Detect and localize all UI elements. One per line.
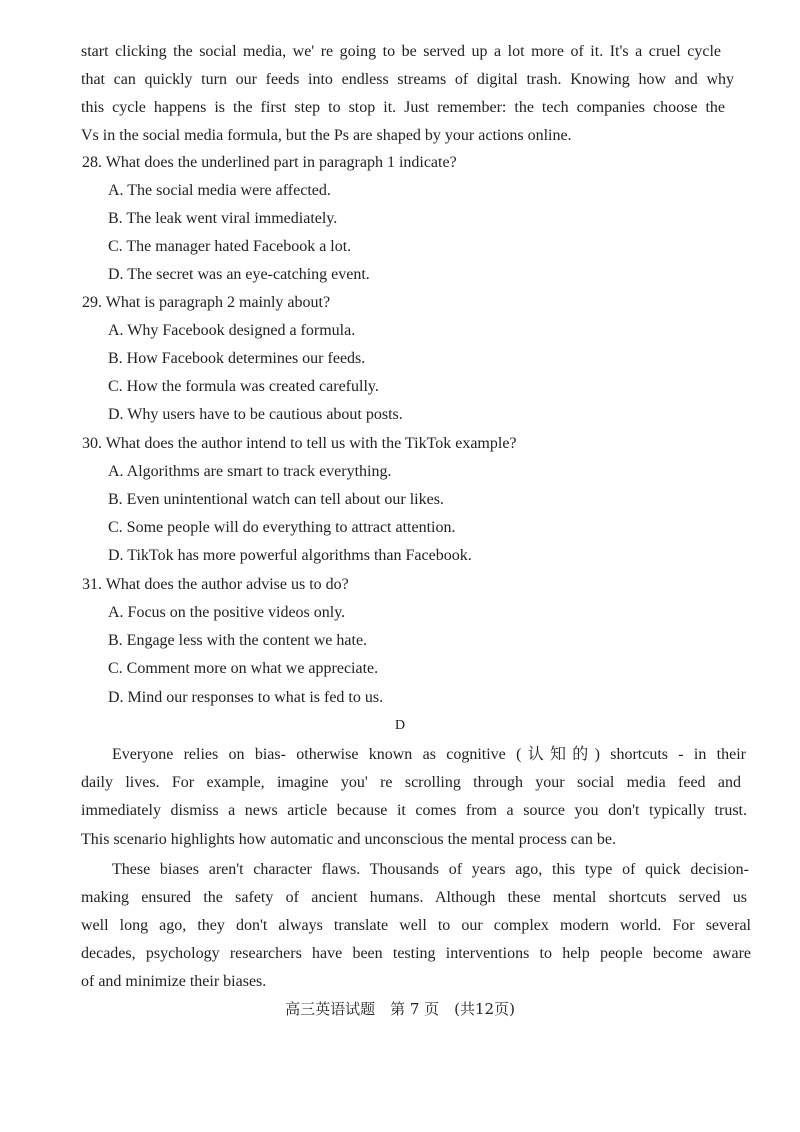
section-label: D (394, 718, 406, 733)
option-b[interactable]: B. The leak went viral immediately. (108, 210, 338, 227)
option-c[interactable]: C. Some people will do everything to attract attention. (108, 519, 456, 536)
question-stem: 29. What is paragraph 2 mainly about? (82, 294, 331, 311)
option-c[interactable]: C. The manager hated Facebook a lot. (108, 238, 352, 255)
option-a[interactable]: A. The social media were affected. (108, 182, 331, 199)
option-b[interactable]: B. Even unintentional watch can tell about our likes. (108, 491, 444, 508)
intro-line-1: start clicking the social media, we' re going to be served up a lot more of it. It's a cruel cycle (81, 43, 721, 60)
option-b[interactable]: B. Engage less with the content we hate. (108, 632, 368, 649)
question-stem: 28. What does the underlined part in paragraph 1 indicate? (82, 154, 457, 171)
question-stem: 30. What does the author intend to tell us with the TikTok example? (82, 435, 517, 452)
intro-line-2: that can quickly turn our feeds into endless streams of digital trash. Knowing how and why (81, 71, 734, 88)
paragraph-line: decades, psychology researchers have been testing interventions to help people become aware (81, 945, 751, 962)
option-a[interactable]: A. Algorithms are smart to track everything. (108, 463, 392, 480)
paragraph-line: daily lives. For example, imagine you' re scrolling through your social media feed and (81, 774, 741, 791)
paragraph-line: making ensured the safety of ancient humans. Although these mental shortcuts served us (81, 889, 747, 906)
option-a[interactable]: A. Focus on the positive videos only. (108, 604, 346, 621)
paragraph-line: This scenario highlights how automatic and unconscious the mental process can be. (81, 831, 616, 848)
intro-line-3: this cycle happens is the first step to stop it. Just remember: the tech companies choose the (81, 99, 725, 116)
option-d[interactable]: D. Why users have to be cautious about posts. (108, 406, 403, 423)
page-footer: 高三英语试题 第 7 页 (共12页) (285, 1000, 515, 1018)
option-b[interactable]: B. How Facebook determines our feeds. (108, 350, 366, 367)
paragraph-line: These biases aren't character flaws. Thousands of years ago, this type of quick decision- (112, 861, 749, 878)
option-d[interactable]: D. The secret was an eye-catching event. (108, 266, 370, 283)
paragraph-line: Everyone relies on bias- otherwise known as cognitive (认知的) shortcuts - in their (112, 746, 746, 763)
intro-line-4: Vs in the social media formula, but the Ps are shaped by your actions online. (81, 127, 572, 144)
option-d[interactable]: D. TikTok has more powerful algorithms than Facebook. (108, 547, 472, 564)
option-a[interactable]: A. Why Facebook designed a formula. (108, 322, 356, 339)
option-d[interactable]: D. Mind our responses to what is fed to us. (108, 689, 384, 706)
paragraph-line: well long ago, they don't always translate well to our complex modern world. For several (81, 917, 751, 934)
paragraph-line: of and minimize their biases. (81, 973, 267, 990)
question-stem: 31. What does the author advise us to do? (82, 576, 349, 593)
option-c[interactable]: C. How the formula was created carefully. (108, 378, 379, 395)
option-c[interactable]: C. Comment more on what we appreciate. (108, 660, 379, 677)
paragraph-line: immediately dismiss a news article because it comes from a source you don't typically trust. (81, 802, 747, 819)
